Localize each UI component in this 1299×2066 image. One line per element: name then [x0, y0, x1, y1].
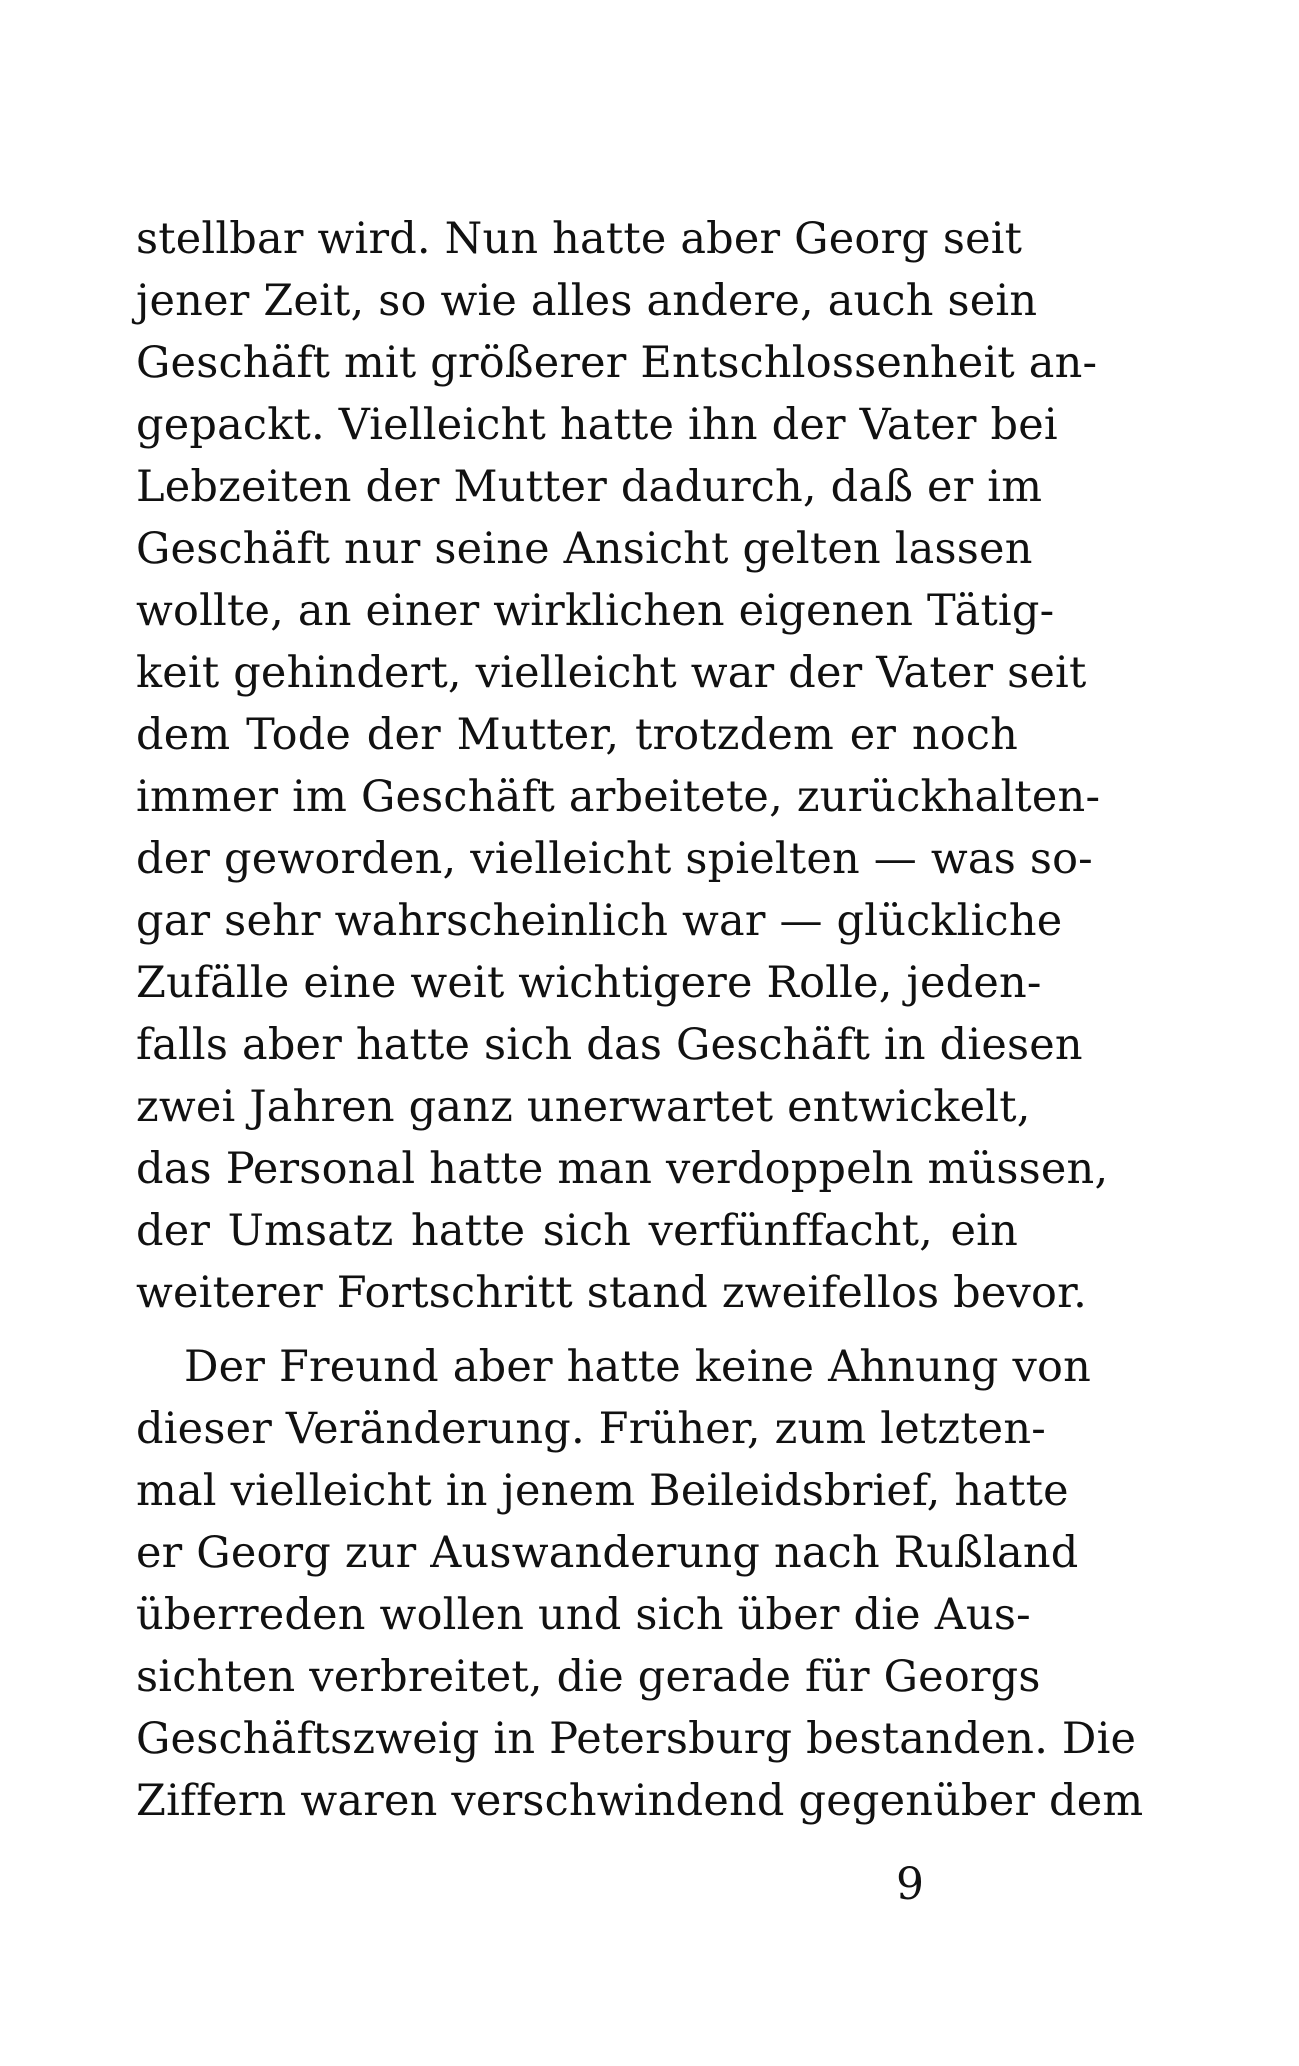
text-line: wollte, an einer wirklichen eigenen Tätig-: [136, 586, 1055, 636]
text-line: er Georg zur Auswanderung nach Rußland: [136, 1528, 1079, 1578]
text-line: gar sehr wahrscheinlich war — glückliche: [136, 896, 1063, 946]
page-number: 9: [896, 1859, 924, 1910]
text-line: weiterer Fortschritt stand zweifellos bevor.: [136, 1268, 1088, 1318]
text-line: Geschäft mit größerer Entschlossenheit an-: [136, 338, 1098, 388]
paragraph-1: [136, 208, 1109, 1324]
text-line: Lebzeiten der Mutter dadurch, daß er im: [136, 462, 1043, 512]
text-line: zwei Jahren ganz unerwartet entwickelt,: [136, 1082, 1031, 1132]
text-line: gepackt. Vielleicht hatte ihn der Vater bei: [136, 400, 1058, 450]
body-text: [136, 208, 1144, 1832]
text-line: jener Zeit, so wie alles andere, auch sein: [136, 276, 1038, 326]
text-line: der geworden, vielleicht spielten — was so-: [136, 834, 1093, 884]
text-line: sichten verbreitet, die gerade für Georgs: [136, 1652, 1041, 1702]
text-line: dem Tode der Mutter, trotzdem er noch: [136, 710, 1018, 760]
text-line: keit gehindert, vielleicht war der Vater seit: [136, 648, 1087, 698]
text-line: mal vielleicht in jenem Beileidsbrief, hatte: [136, 1466, 1069, 1516]
text-line: der Umsatz hatte sich verfünffacht, ein: [136, 1206, 1018, 1256]
paragraph-2: [136, 1336, 1144, 1832]
text-line: stellbar wird. Nun hatte aber Georg seit: [136, 214, 1023, 264]
text-line: das Personal hatte man verdoppeln müssen,: [136, 1144, 1109, 1194]
text-line: Ziffern waren verschwindend gegenüber dem: [136, 1776, 1144, 1826]
text-line: Der Freund aber hatte keine Ahnung von: [184, 1342, 1091, 1392]
text-line: dieser Veränderung. Früher, zum letzten-: [136, 1404, 1046, 1454]
text-line: Geschäftszweig in Petersburg bestanden. Die: [136, 1714, 1137, 1764]
text-line: falls aber hatte sich das Geschäft in diesen: [136, 1020, 1083, 1070]
text-line: überreden wollen und sich über die Aus-: [136, 1590, 1031, 1640]
text-line: Geschäft nur seine Ansicht gelten lassen: [136, 524, 1033, 574]
text-line: immer im Geschäft arbeitete, zurückhalten-: [136, 772, 1101, 822]
text-line: Zufälle eine weit wichtigere Rolle, jeden-: [136, 958, 1042, 1008]
